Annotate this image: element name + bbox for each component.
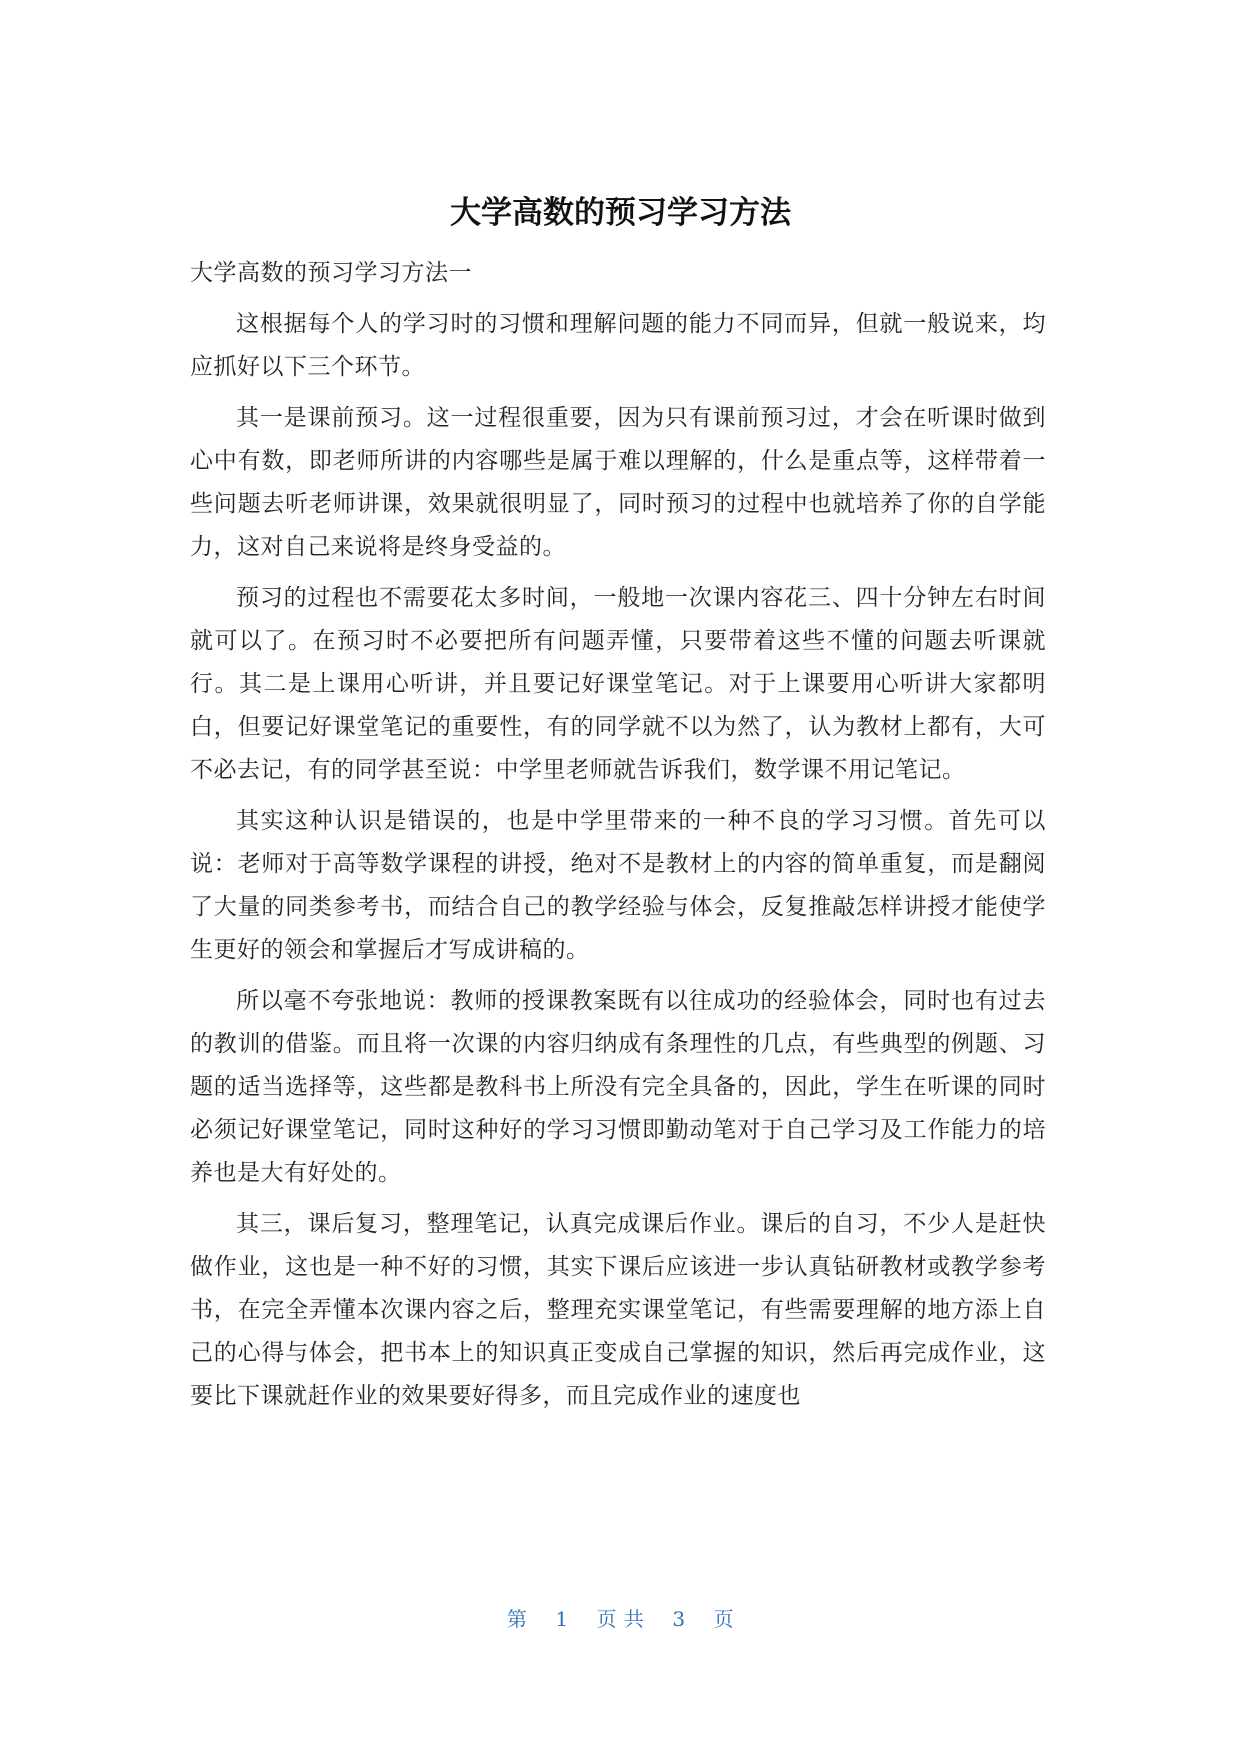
document-title: 大学高数的预习学习方法 [450,195,791,231]
footer-current-page: 1 [555,1607,569,1631]
paragraph: 其实这种认识是错误的，也是中学里带来的一种不良的学习习惯。首先可以说：老师对于高等数学课程的讲授，绝对不是教材上的内容的简单重复，而是翻阅了大量的同类参考书，而结合自己的教学经验与体会，反复推敲怎样讲授才能使学生更好的领会和掌握后才写成讲稿的。 [190,808,1046,963]
page-footer [0,1605,1241,1633]
section-heading: 大学高数的预习学习方法一 [190,260,472,286]
paragraph: 其一是课前预习。这一过程很重要，因为只有课前预习过，才会在听课时做到心中有数，即老师所讲的内容哪些是属于难以理解的，什么是重点等，这样带着一些问题去听老师讲课，效果就很明显了，同时预习的过程中也就培养了你的自学能力，这对自己来说将是终身受益的。 [190,405,1046,560]
footer-pages-label: 页 [713,1607,735,1631]
footer-page-label: 第 [506,1607,528,1631]
paragraph: 预习的过程也不需要花太多时间，一般地一次课内容花三、四十分钟左右时间就可以了。在预习时不必要把所有问题弄懂，只要带着这些不懂的问题去听课就行。其二是上课用心听讲，并且要记好课堂笔记。对于上课要用心听讲大家都明白，但要记好课堂笔记的重要性，有的同学就不以为然了，认为教材上都有，大可不必去记，有的同学甚至说：中学里老师就告诉我们，数学课不用记笔记。 [190,585,1046,783]
document-body [190,252,1046,1426]
paragraph: 所以毫不夸张地说：教师的授课教案既有以往成功的经验体会，同时也有过去的教训的借鉴。而且将一次课的内容归纳成有条理性的几点，有些典型的例题、习题的适当选择等，这些都是教科书上所没有完全具备的，因此，学生在听课的同时必须记好课堂笔记，同时这种好的学习习惯即勤动笔对于自己学习及工作能力的培养也是大有好处的。 [190,988,1046,1186]
paragraph: 其三，课后复习，整理笔记，认真完成课后作业。课后的自习，不少人是赶快做作业，这也是一种不好的习惯，其实下课后应该进一步认真钻研教材或教学参考书，在完全弄懂本次课内容之后，整理充实课堂笔记，有些需要理解的地方添上自己的心得与体会，把书本上的知识真正变成自己掌握的知识，然后再完成作业，这要比下课就赶作业的效果要好得多，而且完成作业的速度也 [190,1211,1046,1409]
footer-total-pages: 3 [672,1607,686,1631]
footer-of-label: 页 共 [596,1607,645,1631]
paragraph: 这根据每个人的学习时的习惯和理解问题的能力不同而异，但就一般说来，均应抓好以下三个环节。 [190,311,1046,380]
